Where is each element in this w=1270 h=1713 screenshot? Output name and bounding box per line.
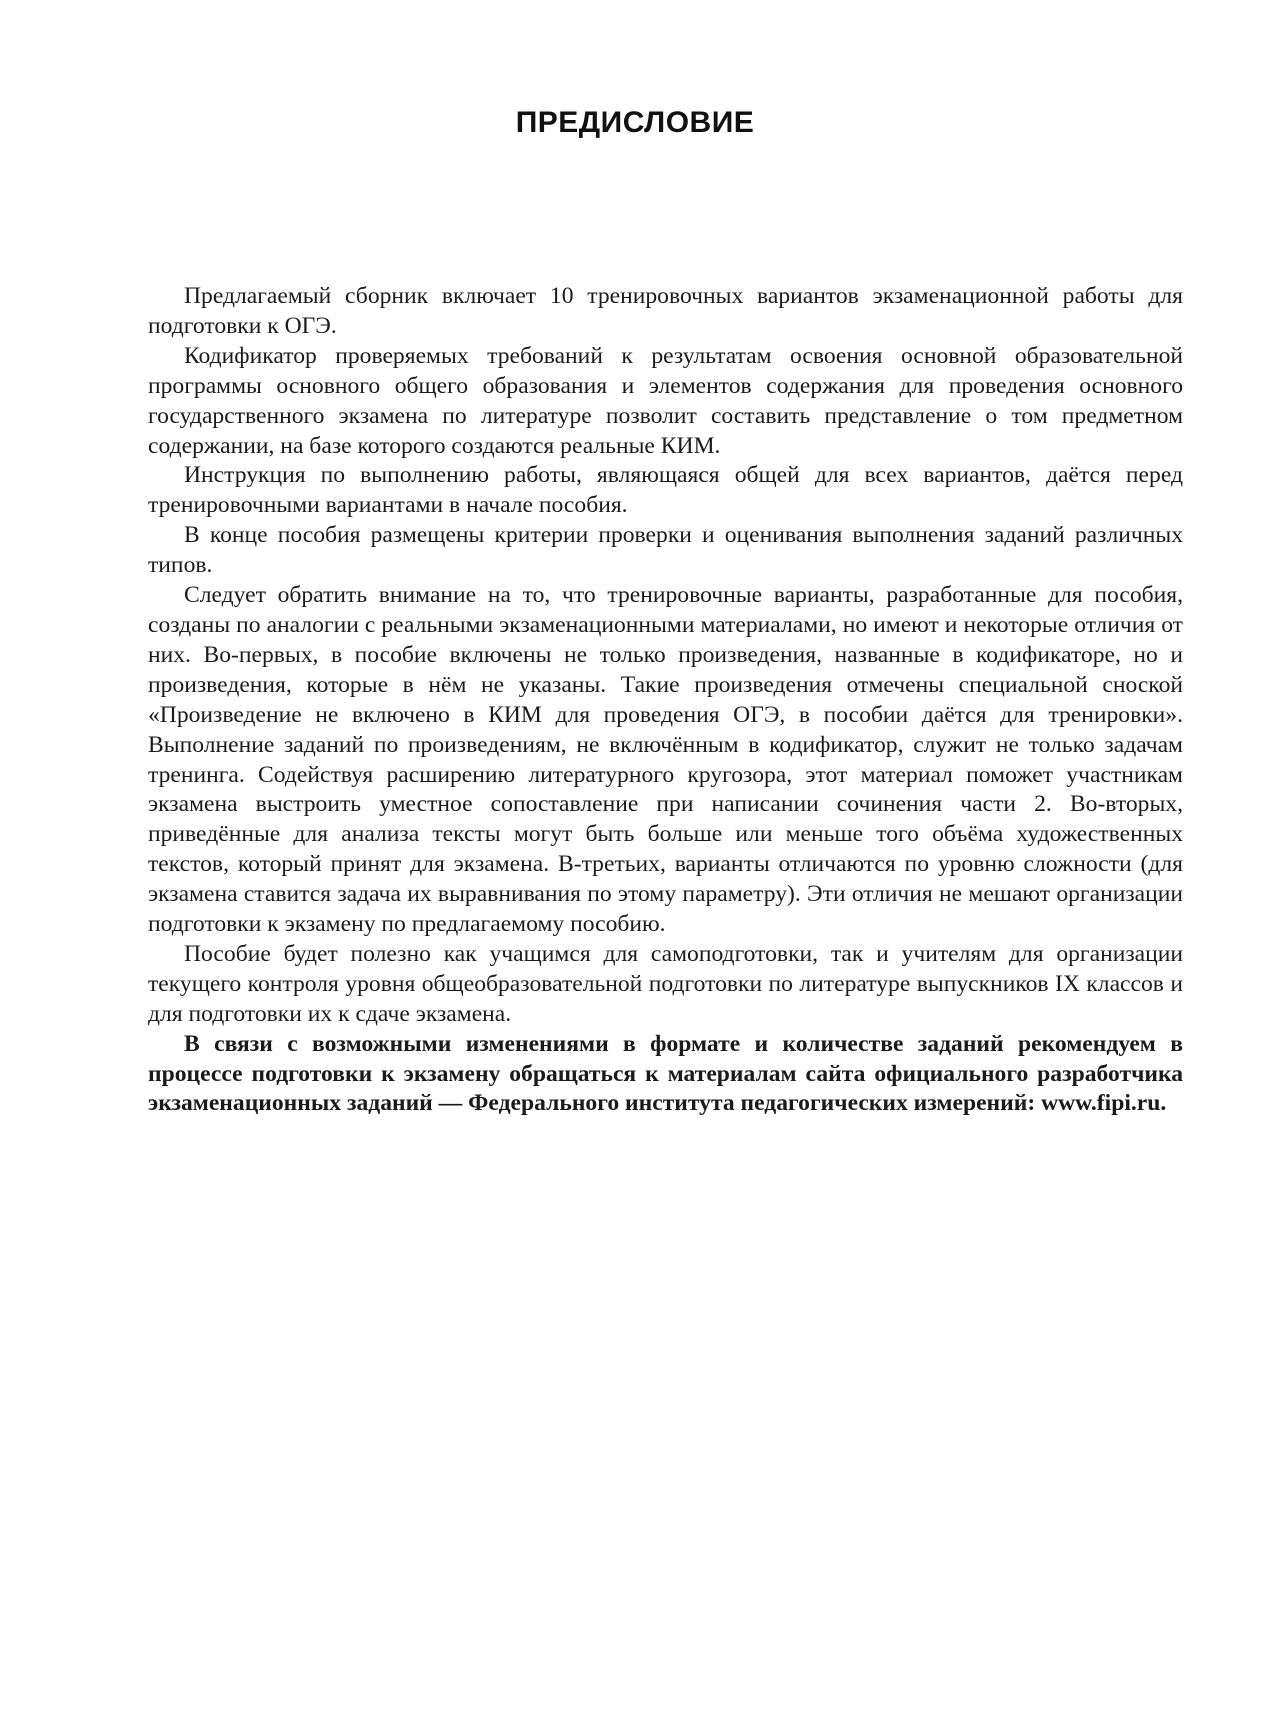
paragraph-differences: Следует обратить внимание на то, что тренировочные варианты, разработанные для пособия, созданы по аналогии с реальными экзаменационными материалами, но имеют и некоторые отличия от них. Во-первых, в пособие включены не только произведения, названные в кодификаторе, но и произведения, которые в нём не указаны. Такие произведения отмечены специальной сноской «Произведение не включено в КИМ для проведения ОГЭ, в пособии даётся для тренировки». Выполнение заданий по произведениям, не включённым в кодификатор, служит не только задачам тренинга. Содействуя расширению литературного кругозора, этот материал поможет участникам экзамена выстроить уместное сопоставление при написании сочинения части 2. Во-вторых, приведённые для анализа тексты могут быть больше или меньше того объёма художественных текстов, который принят для экзамена. В-третьих, варианты отличаются по уровню сложности (для экзамена ставится задача их выравнивания по этому параметру). Эти отличия не мешают организации подготовки к экзамену по предлагаемому пособию.	[148, 582, 1183, 938]
paragraph-criteria: В конце пособия размещены критерии проверки и оценивания выполнения заданий различных типов.	[148, 522, 1183, 579]
preface-body	[148, 282, 1183, 1119]
paragraph-codifier: Кодификатор проверяемых требований к результатам освоения основной образовательной программы основного общего образования и элементов содержания для проведения основного государственного экзамена по литературе позволит составить представление о том предметном содержании, на базе которого создаются реальные КИМ.	[148, 342, 1183, 459]
page-title: ПРЕДИСЛОВИЕ	[515, 106, 755, 139]
paragraph-notice: В связи с возможными изменениями в формате и количестве заданий рекомендуем в процессе подготовки к экзамену обращаться к материалам сайта официального разработчика экзаменационных заданий — Федерального института педагогических измерений: www.fipi.ru.	[148, 1030, 1183, 1117]
paragraph-intro: Предлагаемый сборник включает 10 тренировочных вариантов экзаменационной работы для подготовки к ОГЭ.	[148, 283, 1183, 339]
paragraph-usage: Пособие будет полезно как учащимся для самоподготовки, так и учителям для организации текущего контроля уровня общеобразовательной подготовки по литературе выпускников IX классов и для подготовки их к сдаче экзамена.	[148, 940, 1183, 1027]
paragraph-instructions: Инструкция по выполнению работы, являющаяся общей для всех вариантов, даётся перед тренировочными вариантами в начале пособия.	[148, 462, 1183, 519]
